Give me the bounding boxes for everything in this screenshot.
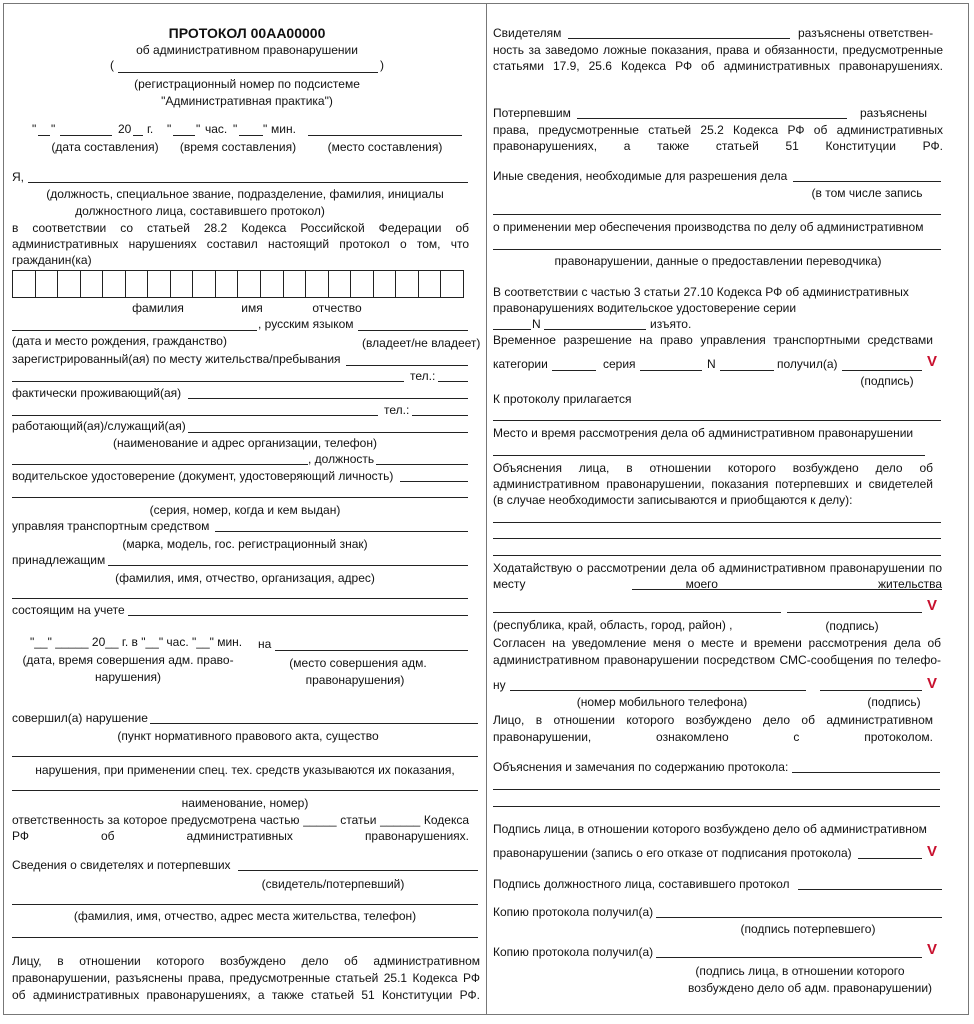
attached-label: К протоколу прилагается xyxy=(493,392,632,406)
hour-label: час. xyxy=(205,122,228,136)
actual-label: фактически проживающий(ая) xyxy=(12,386,182,400)
region-cap: (республика, край, область, город, район) , xyxy=(493,618,733,632)
vehicle-cap: (марка, модель, гос. регистрационный знак) xyxy=(122,537,368,551)
registered-field[interactable] xyxy=(346,365,468,366)
violation-datetime[interactable]: "__" _____ 20__ г. в "__" час. "__" мин. xyxy=(30,635,243,649)
cap-place: (место составления) xyxy=(327,140,443,154)
tel-field-1[interactable] xyxy=(438,381,468,382)
minute-label: мин. xyxy=(271,122,296,136)
committed-label: совершил(а) нарушение xyxy=(12,711,148,725)
protocol-title: ПРОТОКОЛ 00АА00000 xyxy=(168,25,326,41)
official-cap-2: должностного лица, составившего протокол) xyxy=(75,204,325,218)
committed-field[interactable] xyxy=(150,723,478,724)
check-mark-1: V xyxy=(927,353,938,370)
attached-field[interactable] xyxy=(493,420,941,421)
mobile-field[interactable] xyxy=(510,690,806,691)
license-series-field[interactable] xyxy=(493,329,531,330)
familiar-text: Лицо, в отношении которого возбуждено дело об административном правонарушении, ознакомлено с протоколом. xyxy=(493,713,933,744)
place-time-label: Место и время рассмотрения дела об административном правонарушении xyxy=(493,426,914,440)
owner-field-2[interactable] xyxy=(12,598,468,599)
tech-cap: нарушения, при применении спец. тех. средств указываются их показания, xyxy=(35,763,455,777)
num-n-label: N xyxy=(707,357,716,371)
other-info-field-3[interactable] xyxy=(493,249,941,250)
violation-na: на xyxy=(258,637,272,651)
check-mark-2: V xyxy=(927,597,938,614)
per-part-text: В соответствии с частью 3 статьи 27.10 Кодекса РФ об административных правонарушениях водительское удостоверение серии xyxy=(493,285,909,315)
registered-field-2[interactable] xyxy=(12,381,404,382)
actual-field[interactable] xyxy=(188,398,468,399)
explanations-text: Объяснения лица, в отношении которого возбуждено дело об административном правонарушении, показания потерпевших и свидетелей xyxy=(493,461,933,491)
viol-place-cap-1: (место совершения адм. xyxy=(289,656,427,670)
series-cap: (серия, номер, когда и кем выдан) xyxy=(149,503,341,517)
victims-field[interactable] xyxy=(577,118,847,119)
ya-label: Я, xyxy=(12,170,24,184)
signature-person-field[interactable] xyxy=(858,858,922,859)
explanations-note: (в случае необходимости записываются и приобщаются к делу): xyxy=(493,493,853,507)
incl-record-cap: (в том числе запись xyxy=(811,186,923,200)
signature-person-text-2: правонарушении (запись о его отказе от подписания протокола) xyxy=(493,846,852,860)
other-info-field[interactable] xyxy=(793,181,941,182)
official-field[interactable] xyxy=(28,182,468,183)
russian-label: , русским языком xyxy=(258,317,354,331)
agree-text: Согласен на уведомление меня о месте и времени рассмотрения дела об административном правонарушении посредством СМС-сообщения по телефо- xyxy=(493,636,941,667)
copy-received-field-1[interactable] xyxy=(656,917,942,918)
witnesses-label: Сведения о свидетелях и потерпевших xyxy=(12,858,231,872)
lbl-patronymic: отчество xyxy=(312,301,362,315)
petition-signature-field[interactable] xyxy=(787,612,922,613)
org-cap: (наименование и адрес организации, телефон) xyxy=(113,436,377,450)
explanations-field-3[interactable] xyxy=(493,555,941,556)
violation-place-field[interactable] xyxy=(275,650,468,651)
witnesses-field[interactable] xyxy=(238,870,478,871)
point-cap: (пункт нормативного правового акта, существо xyxy=(117,729,379,743)
tel-field-2[interactable] xyxy=(412,415,468,416)
cap-time: (время составления) xyxy=(179,140,297,154)
hour-quote-close: " xyxy=(196,122,201,136)
rights-text: Лицу, в отношении которого возбуждено дело об административном правонарушении, разъяснены права, предусмотренные статьей 25.1 Кодекса РФ об административных правонарушениях, а также статьей 51 Конституции РФ. xyxy=(12,954,480,1002)
witnesses-right-label: Свидетелям xyxy=(493,26,562,40)
minute-quote-open: " xyxy=(233,122,238,136)
seized-n: N xyxy=(532,317,541,331)
remarks-label: Объяснения и замечания по содержанию протокола: xyxy=(493,760,789,774)
check-mark-5: V xyxy=(927,941,938,958)
nu-label: ну xyxy=(493,678,506,692)
witnesses-right-text: ность за заведомо ложные показания, права и обязанности, предусмотренные статьями 17.9, 25.6 Кодекса РФ об административных правонарушениях. xyxy=(493,43,943,73)
temp-permit-text: Временное разрешение на право управления транспортными средствами xyxy=(493,333,933,347)
petition-text: Ходатайствую о рассмотрении дела об административном правонарушении по месту моего жительства xyxy=(493,561,942,591)
sign-cap-2: (подпись) xyxy=(825,619,879,633)
year-g: г. xyxy=(147,122,154,136)
date-quote-close: " xyxy=(51,122,56,136)
viol-date-cap-1: (дата, время совершения адм. право- xyxy=(22,653,234,667)
place-time-field[interactable] xyxy=(493,455,925,456)
year-field[interactable] xyxy=(133,135,143,136)
measures-cap: правонарушении, данные о предоставлении переводчика) xyxy=(554,254,882,268)
witness-cap: (свидетель/потерпевший) xyxy=(261,877,405,891)
signature-official-field[interactable] xyxy=(798,889,942,890)
committed-field-3[interactable] xyxy=(12,790,478,791)
victim-sign-cap: (подпись потерпевшего) xyxy=(740,922,876,936)
license-field-2[interactable] xyxy=(12,497,468,498)
region-field[interactable] xyxy=(493,612,781,613)
official-cap-1: (должность, специальное звание, подразделение, фамилия, инициалы xyxy=(46,187,444,201)
russian-field[interactable] xyxy=(358,330,468,331)
seized-label: изъято. xyxy=(650,317,692,331)
working-field[interactable] xyxy=(188,432,468,433)
belonging-field[interactable] xyxy=(108,565,468,566)
witnesses-field-3[interactable] xyxy=(12,937,478,938)
person-sign-cap-1: (подпись лица, в отношении которого xyxy=(695,964,905,978)
sign-cap-3: (подпись) xyxy=(867,695,921,709)
year-20: 20 xyxy=(118,122,132,136)
committed-field-2[interactable] xyxy=(12,756,478,757)
check-mark-4: V xyxy=(927,843,938,860)
position-field[interactable] xyxy=(376,464,468,465)
license-field[interactable] xyxy=(400,481,468,482)
tel-label-1: тел.: xyxy=(410,369,436,383)
signature-official-label: Подпись должностного лица, составившего протокол xyxy=(493,877,790,891)
owns-cap: (владеет/не владеет) xyxy=(362,336,481,350)
liability-text: ответственность за которое предусмотрена частью _____ статьи ______ Кодекса РФ об административных правонарушениях. xyxy=(12,813,469,843)
protocol-subtitle: об административном правонарушении xyxy=(136,43,358,57)
copy-received-field-2[interactable] xyxy=(656,957,922,958)
registered-at-field[interactable] xyxy=(128,615,468,616)
minute-field[interactable] xyxy=(239,135,263,136)
category-label: категории xyxy=(493,357,548,371)
position-label: , должность xyxy=(308,452,375,466)
regno-note-2: "Административная практика") xyxy=(161,94,333,108)
explanations-field-2[interactable] xyxy=(493,538,941,539)
remarks-field-3[interactable] xyxy=(493,806,940,807)
mobile-cap: (номер мобильного телефона) xyxy=(576,695,748,709)
seria-label: серия xyxy=(603,357,636,371)
witnesses-field-2[interactable] xyxy=(12,904,478,905)
regno-note-1: (регистрационный номер по подсистеме xyxy=(134,77,360,91)
viol-date-cap-2: нарушения) xyxy=(95,670,161,684)
lbl-surname: фамилия xyxy=(132,301,184,315)
place-field[interactable] xyxy=(308,135,462,136)
agree-signature-field[interactable] xyxy=(820,690,922,691)
num-field[interactable] xyxy=(720,370,774,371)
received-label: получил(а) xyxy=(777,357,838,371)
actual-field-2[interactable] xyxy=(12,415,378,416)
citizen-label: гражданин(ка) xyxy=(12,253,92,267)
driving-field[interactable] xyxy=(215,531,468,532)
tel-label-2: тел.: xyxy=(384,403,410,417)
explanations-field-1[interactable] xyxy=(493,522,941,523)
petition-field[interactable] xyxy=(632,589,942,590)
witnesses-right-field[interactable] xyxy=(568,38,790,39)
minute-quote-close: " xyxy=(263,122,268,136)
owner-cap: (фамилия, имя, отчество, организация, адрес) xyxy=(115,571,375,585)
remarks-field-2[interactable] xyxy=(493,789,940,790)
copy-received-2: Копию протокола получил(а) xyxy=(493,945,654,959)
signature-person-text-1: Подпись лица, в отношении которого возбуждено дело об административном xyxy=(493,822,927,836)
victims-label: Потерпевшим xyxy=(493,106,571,120)
viol-place-cap-2: правонарушения) xyxy=(305,673,405,687)
column-divider xyxy=(486,3,487,1015)
license-number-field[interactable] xyxy=(544,329,646,330)
person-sign-cap-2: возбуждено дело об адм. правонарушении) xyxy=(687,981,933,995)
received-signature-field[interactable] xyxy=(842,370,922,371)
fio-cap: (фамилия, имя, отчество, адрес места жительства, телефон) xyxy=(73,909,417,923)
other-info-field-2[interactable] xyxy=(493,214,941,215)
witnesses-right-tail: разъяснены ответствен- xyxy=(798,26,934,40)
birth-field[interactable] xyxy=(12,330,257,331)
check-mark-3: V xyxy=(927,675,938,692)
copy-received-1: Копию протокола получил(а) xyxy=(493,905,654,919)
seria-field[interactable] xyxy=(640,370,702,371)
belonging-label: принадлежащим xyxy=(12,553,106,567)
name-num-cap: наименование, номер) xyxy=(181,796,309,810)
name-cells[interactable] xyxy=(12,270,464,298)
victims-text: права, предусмотренные статьей 25.2 Кодекса РФ об административных правонарушениях, а также статьей 51 Конституции РФ. xyxy=(493,123,943,153)
registered-label: зарегистрированный(ая) по месту жительства/пребывания xyxy=(12,352,341,366)
working-label: работающий(ая)/служащий(ая) xyxy=(12,419,186,433)
regno-paren-close: ) xyxy=(380,58,384,72)
day-field[interactable] xyxy=(38,135,50,136)
regno-field[interactable] xyxy=(118,72,378,73)
regno-paren-open: ( xyxy=(110,58,114,72)
victims-tail: разъяснены xyxy=(860,106,928,120)
other-info-label: Иные сведения, необходимые для разрешения дела xyxy=(493,169,788,183)
license-label: водительское удостоверение (документ, удостоверяющий личность) xyxy=(12,469,394,483)
registered-at-label: состоящим на учете xyxy=(12,603,125,617)
birth-cap: (дата и место рождения, гражданство) xyxy=(12,334,227,348)
measures-text: о применении мер обеспечения производства по делу об административном xyxy=(493,220,924,234)
org-field-2[interactable] xyxy=(12,464,308,465)
month-field[interactable] xyxy=(60,135,112,136)
remarks-field-1[interactable] xyxy=(792,772,940,773)
hour-quote-open: " xyxy=(167,122,172,136)
sign-cap-1: (подпись) xyxy=(860,374,914,388)
category-field[interactable] xyxy=(552,370,596,371)
hour-field[interactable] xyxy=(173,135,195,136)
date-quote-open: " xyxy=(32,122,37,136)
driving-label: управляя транспортным средством xyxy=(12,519,210,533)
cap-date: (дата составления) xyxy=(51,140,159,154)
lbl-name: имя xyxy=(241,301,263,315)
accordance-text: в соответствии со статьей 28.2 Кодекса Российской Федерации об административных нарушениях составил настоящий протокол о том, что xyxy=(12,221,469,251)
